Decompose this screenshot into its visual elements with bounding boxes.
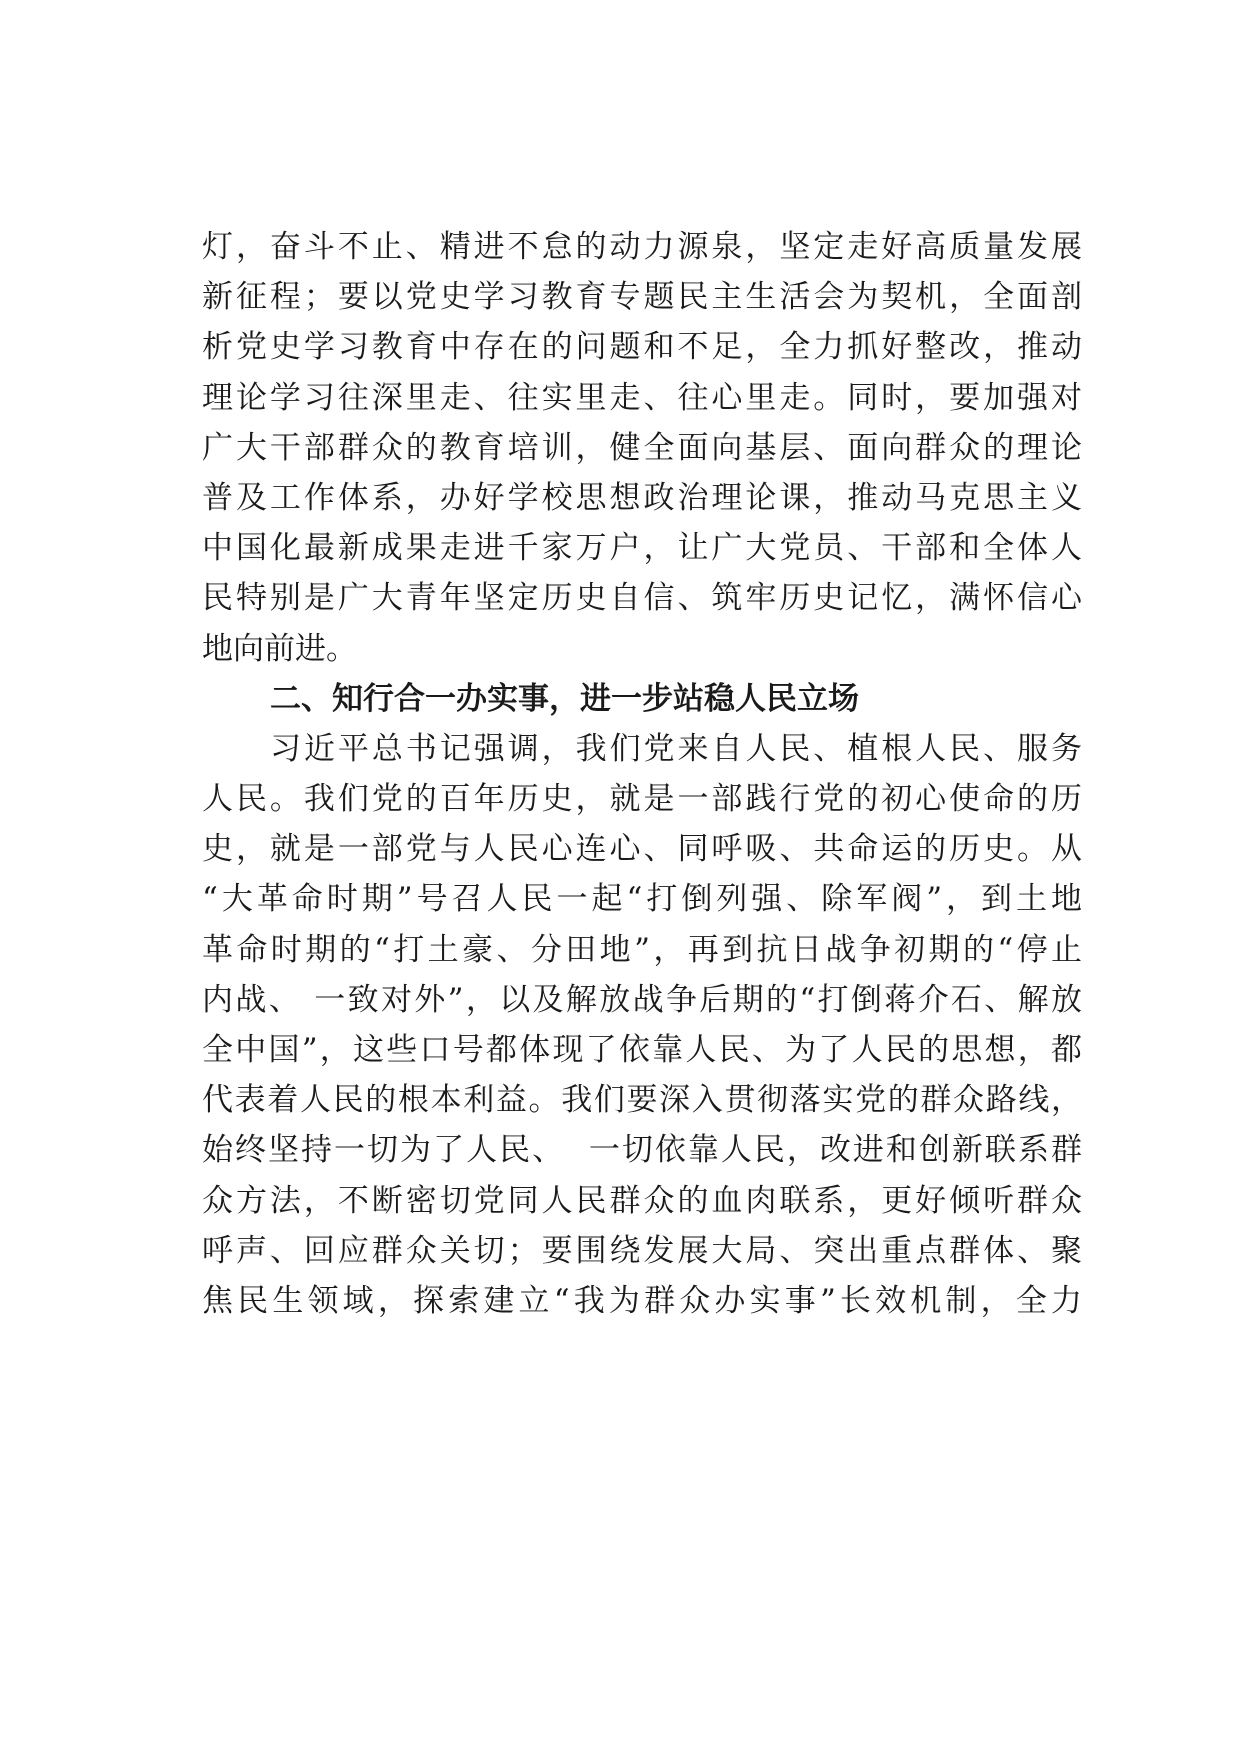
text-line: 史，就是一部党与人民心连心、同呼吸、共命运的历史。从 [202, 831, 1082, 868]
text-line: 代表着人民的根本利益。我们要深入贯彻落实党的群众路线， [202, 1082, 1082, 1119]
text-line: 新征程；要以党史学习教育专题民主生活会为契机，全面剖 [202, 279, 1082, 316]
text-line: 革命时期的“打土豪、分田地”，再到抗日战争初期的“停止 [202, 931, 1082, 968]
section-heading: 二、知行合一办实事，进一步站稳人民立场 [270, 680, 859, 717]
text-line: 广大干部群众的教育培训，健全面向基层、面向群众的理论 [202, 429, 1082, 466]
text-line: 呼声、回应群众关切；要围绕发展大局、突出重点群体、聚 [202, 1232, 1082, 1269]
text-line: 中国化最新成果走进千家万户，让广大党员、干部和全体人 [202, 530, 1082, 567]
text-line: 全中国”，这些口号都体现了依靠人民、为了人民的思想，都 [202, 1032, 1082, 1068]
text-line: 地向前进。 [202, 630, 357, 667]
text-line: 理论学习往深里走、往实里走、往心里走。同时，要加强对 [202, 379, 1082, 416]
text-line: 灯，奋斗不止、精进不怠的动力源泉，坚定走好高质量发展 [202, 229, 1082, 265]
text-line: 民特别是广大青年坚定历史自信、筑牢历史记忆，满怀信心 [202, 580, 1082, 617]
text-line: 析党史学习教育中存在的问题和不足，全力抓好整改，推动 [202, 329, 1082, 366]
body-text [202, 222, 1082, 1326]
text-line: 焦民生领域，探索建立“我为群众办实事”长效机制，全力 [202, 1282, 1082, 1319]
text-line: 人民。我们党的百年历史，就是一部践行党的初心使命的历 [202, 781, 1082, 818]
text-line: 习近平总书记强调，我们党来自人民、植根人民、服务 [270, 730, 1082, 767]
text-line: 内战、 一致对外”，以及解放战争后期的“打倒蒋介石、解放 [202, 981, 1082, 1018]
text-line: 众方法，不断密切党同人民群众的血肉联系，更好倾听群众 [202, 1182, 1082, 1219]
text-line: 始终坚持一切为了人民、 一切依靠人民，改进和创新联系群 [202, 1132, 1082, 1169]
text-line: “大革命时期”号召人民一起“打倒列强、除军阀”，到土地 [202, 881, 1082, 918]
text-line: 普及工作体系，办好学校思想政治理论课，推动马克思主义 [202, 479, 1082, 516]
